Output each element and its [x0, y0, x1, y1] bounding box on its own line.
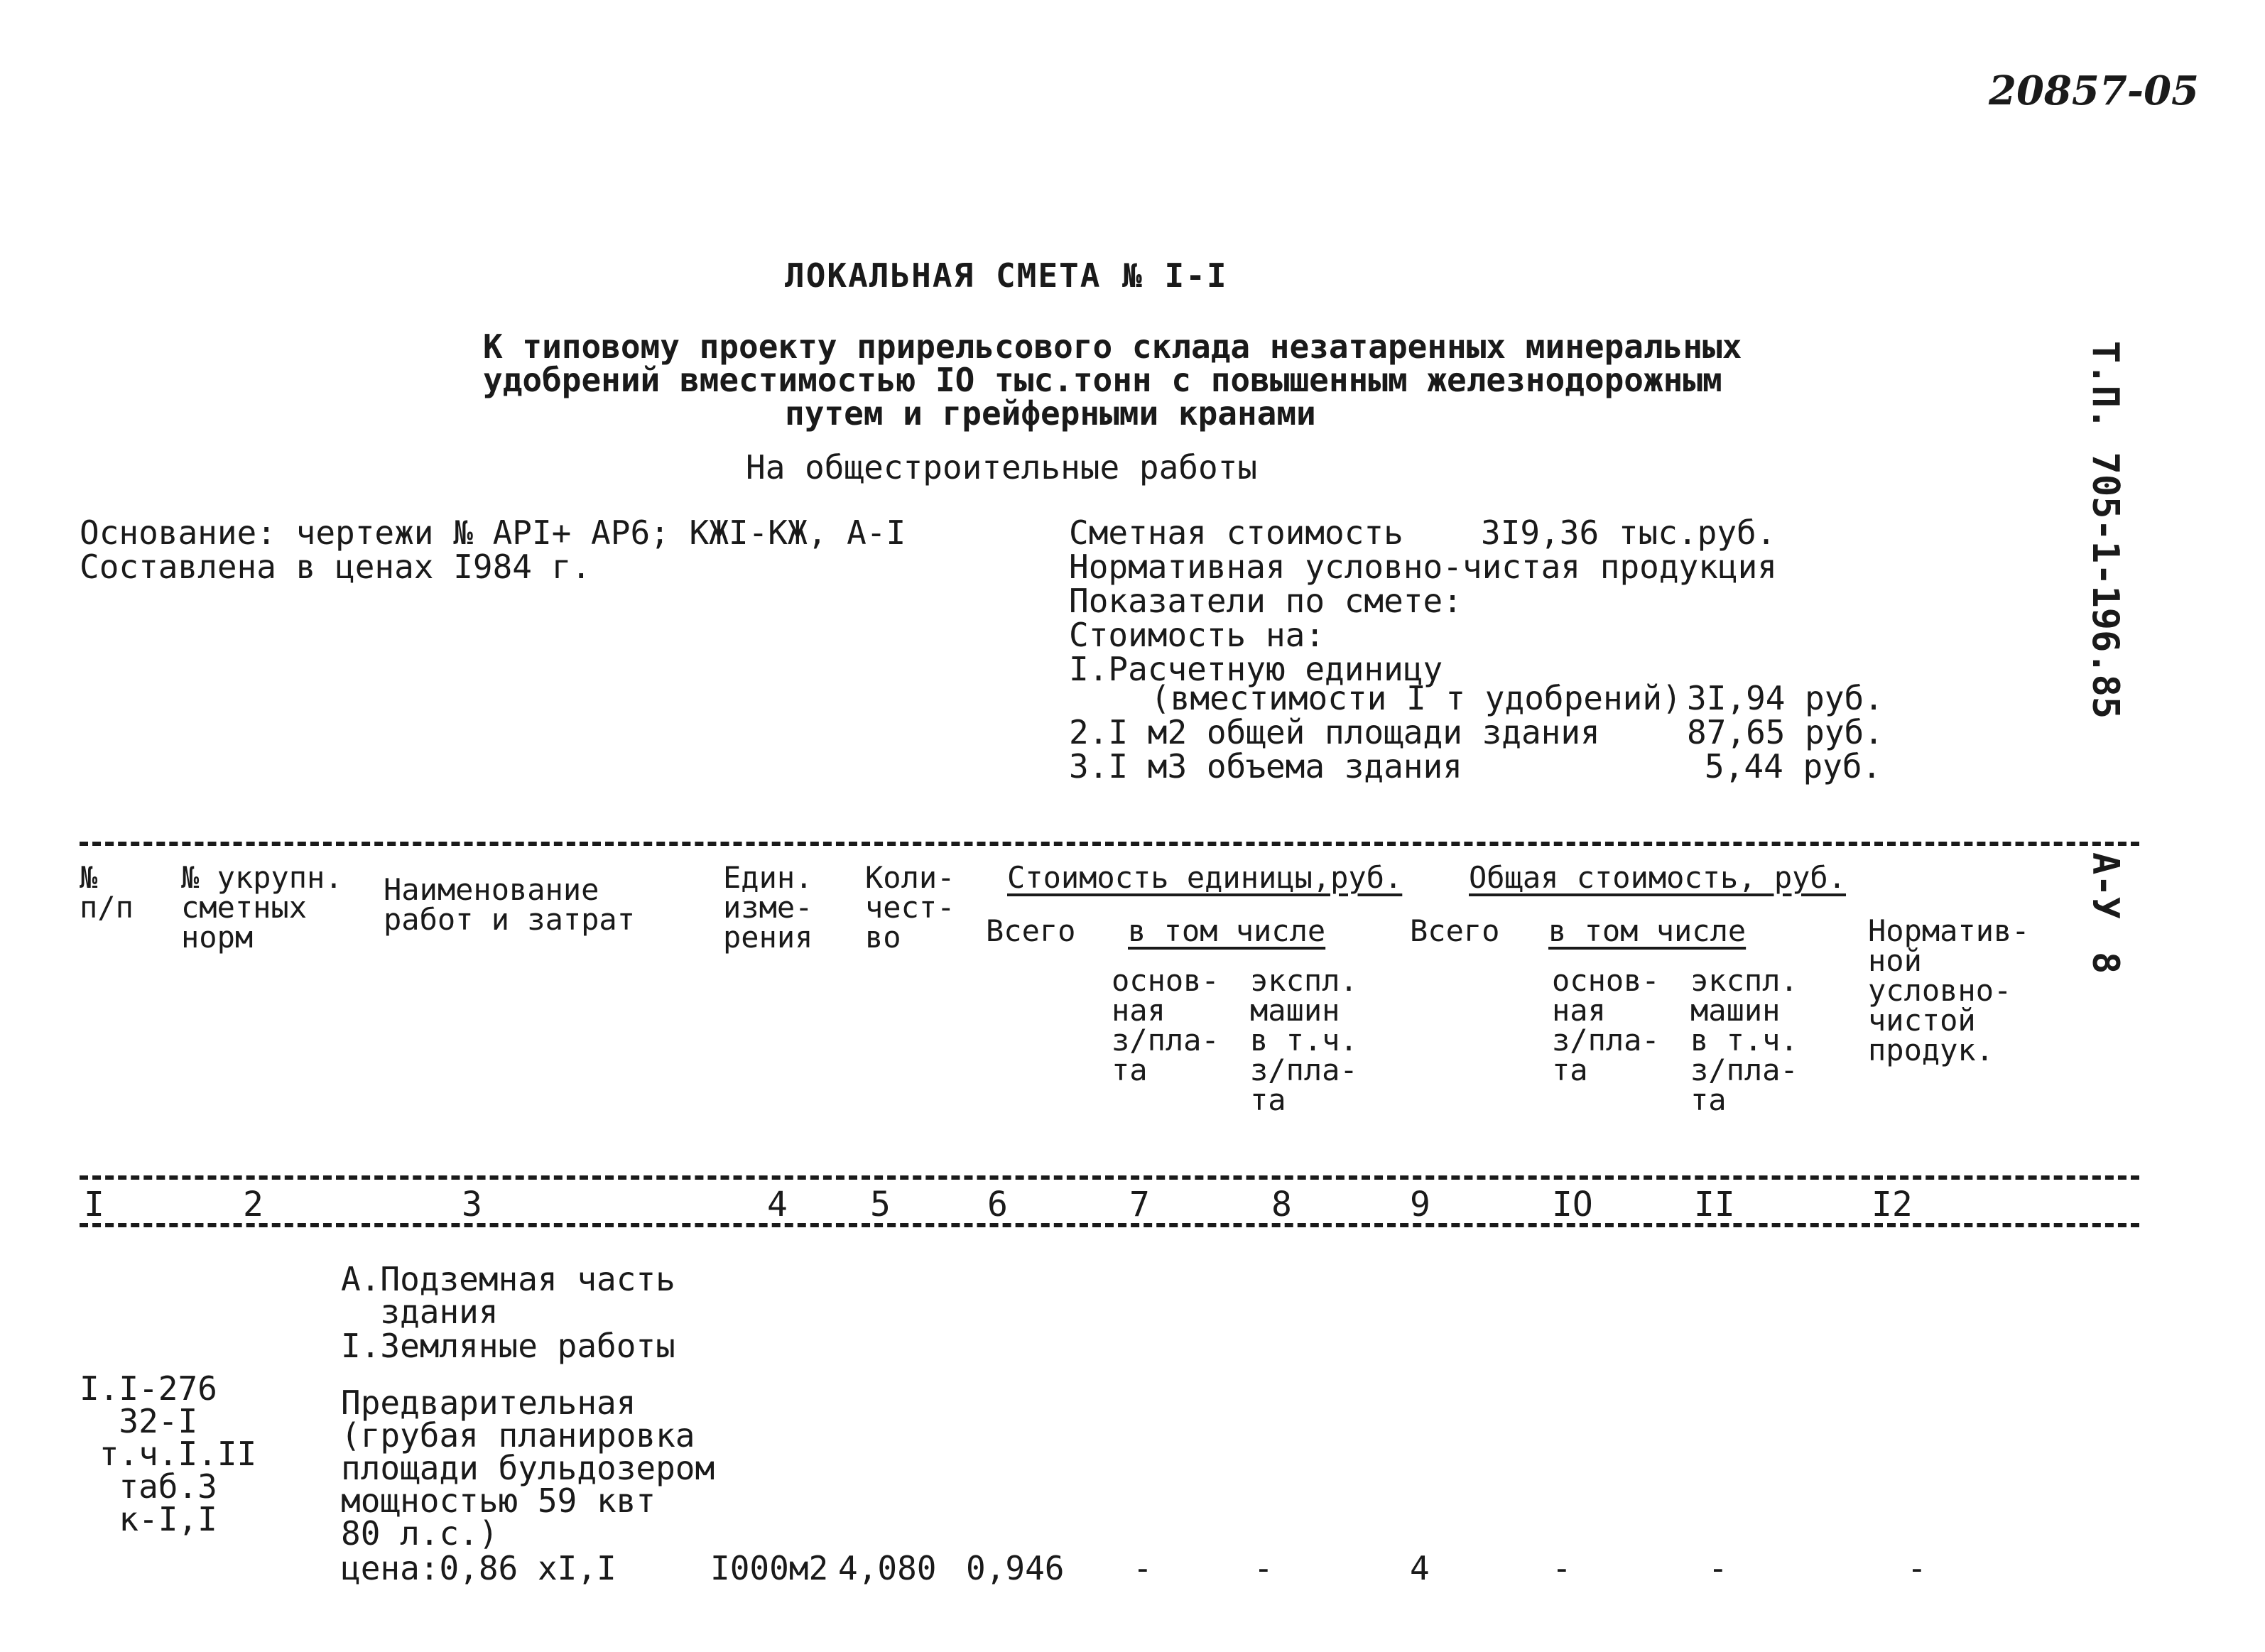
table-top-rule — [80, 842, 2139, 846]
column-numbers-bottom-rule — [80, 1223, 2139, 1227]
column-numbers-top-rule — [80, 1175, 2139, 1180]
row-work-name: Предварительная (грубая планировка площади бульдозером мощностью 59 квт 80 л.с.) — [341, 1384, 715, 1553]
side-album-label: А-У — [2084, 852, 2127, 919]
column-number-7: 7 — [1129, 1185, 1150, 1224]
column-number-5: 5 — [870, 1185, 891, 1224]
row-norm-code: I.I-276 32-I т.ч.I.II таб.3 к-I,I — [80, 1369, 257, 1538]
row-normative-product: - — [1907, 1549, 1927, 1587]
column-number-6: 6 — [987, 1185, 1008, 1224]
header-work-name: Наименование работ и затрат — [384, 872, 636, 937]
column-number-2: 2 — [243, 1185, 264, 1224]
column-number-8: 8 — [1271, 1185, 1292, 1224]
work-type: На общестроительные работы — [746, 448, 1258, 487]
indicator-2-value: 87,65 руб. — [1687, 713, 1884, 751]
row-unit-total: 0,946 — [966, 1549, 1065, 1587]
row-unit: I000м2 — [710, 1549, 829, 1587]
row-unit-wages: - — [1133, 1549, 1153, 1587]
cost-per-label: Стоимость на: — [1069, 616, 1325, 654]
column-number-10: IO — [1552, 1185, 1593, 1224]
row-unit-machines: - — [1254, 1549, 1273, 1587]
normative-label: Нормативная условно-чистая продукция — [1069, 548, 1777, 586]
section-a-heading: А.Подземная часть здания — [341, 1260, 675, 1331]
row-total-wages: - — [1552, 1549, 1572, 1587]
header-total-cost-group: Общая стоимость, руб. — [1469, 860, 1847, 895]
column-number-11: II — [1694, 1185, 1735, 1224]
indicator-3-value: 5,44 руб. — [1705, 747, 1882, 786]
estimate-cost-label: Сметная стоимость — [1069, 513, 1403, 552]
prices-year: Составлена в ценах I984 г. — [80, 548, 592, 586]
column-number-3: 3 — [462, 1185, 482, 1224]
subtitle-line-2: удобрений вместимостью IO тыс.тонн с повышенным железнодорожным — [483, 361, 1722, 399]
basis-text: Основание: чертежи № API+ AP6; КЖI-КЖ, А-I — [80, 513, 906, 552]
header-total-wages: основ- ная з/пла- та — [1552, 963, 1660, 1087]
subtitle-line-3: путем и грейферными кранами — [785, 394, 1316, 433]
side-project-code: Т.П. 705-1-196.85 — [2084, 341, 2127, 719]
header-unit-machines: экспл. машин в т.ч. з/пла- та — [1250, 963, 1358, 1117]
indicator-1-note: (вместимости I т удобрений) — [1151, 679, 1682, 717]
header-row-number: № п/п — [80, 860, 134, 925]
indicators-label: Показатели по смете: — [1069, 582, 1462, 620]
indicator-1-label: I.Расчетную единицу — [1069, 650, 1443, 688]
header-unit-cost-group: Стоимость единицы,руб. — [1007, 860, 1403, 895]
header-total-including: в том числе — [1548, 913, 1747, 948]
header-quantity: Коли- чест- во — [865, 860, 955, 955]
header-normative-product: Норматив- ной условно- чистой продук. — [1868, 913, 2030, 1067]
header-total-machines: экспл. машин в т.ч. з/пла- та — [1690, 963, 1798, 1117]
header-total-total: Всего — [1410, 913, 1500, 948]
header-unit: Един. изме- рения — [723, 860, 813, 955]
indicator-3-label: 3.I м3 объема здания — [1069, 747, 1462, 786]
column-number-4: 4 — [767, 1185, 788, 1224]
row-price: цена:0,86 хI,I — [341, 1549, 617, 1587]
estimate-cost-value: 3I9,36 тыс.руб. — [1481, 513, 1776, 552]
header-norm-number: № укрупн. сметных норм — [181, 860, 343, 955]
header-unit-including: в том числе — [1128, 913, 1326, 948]
row-total-machines: - — [1708, 1549, 1728, 1587]
row-total: 4 — [1410, 1549, 1430, 1587]
indicator-1-value: 3I,94 руб. — [1687, 679, 1884, 717]
row-quantity: 4,080 — [838, 1549, 937, 1587]
estimate-title: ЛОКАЛЬНАЯ СМЕТА № I-I — [785, 256, 1228, 295]
header-unit-total: Всего — [986, 913, 1076, 948]
section-1-heading: I.Земляные работы — [341, 1327, 675, 1365]
column-number-9: 9 — [1410, 1185, 1430, 1224]
handwritten-document-number: 20857-05 — [1989, 67, 2199, 114]
column-number-1: I — [84, 1185, 104, 1224]
subtitle-line-1: К типовому проекту прирельсового склада незатаренных минеральных — [483, 327, 1742, 366]
side-page-number: 8 — [2084, 952, 2127, 974]
indicator-2-label: 2.I м2 общей площади здания — [1069, 713, 1600, 751]
column-number-12: I2 — [1872, 1185, 1913, 1224]
header-unit-wages: основ- ная з/пла- та — [1112, 963, 1220, 1087]
